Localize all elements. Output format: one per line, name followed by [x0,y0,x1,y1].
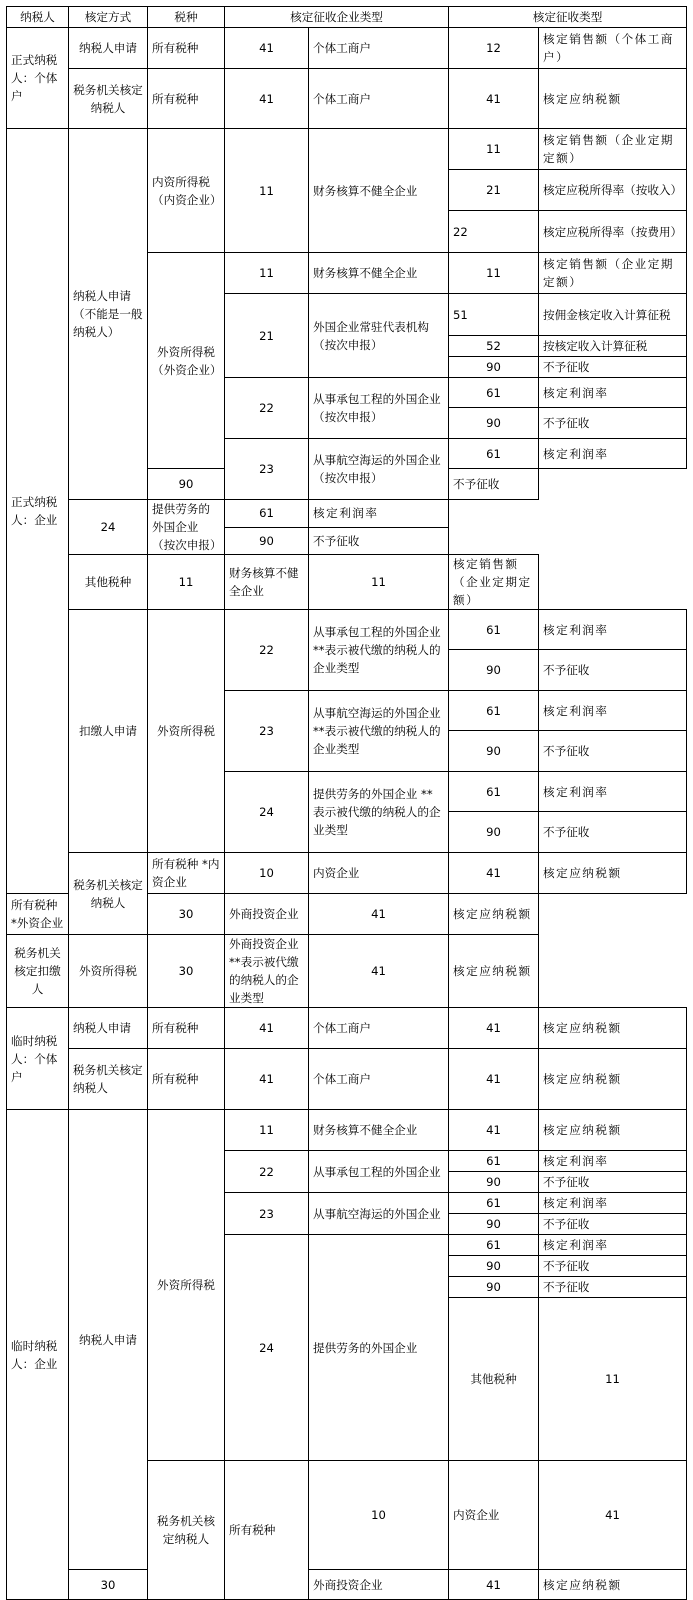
table-cell: 不予征收 [309,527,449,555]
table-cell: 核定应纳税额 [449,935,539,1008]
table-cell: 41 [225,28,309,69]
table-cell: 41 [225,69,309,129]
table-header-row [7,7,687,28]
table-cell: 税务机关核定纳税人 [148,1461,225,1600]
table-cell: 核定利润率 [539,610,687,650]
table-cell: 外资所得税 [148,610,225,853]
table-cell: 提供劳务的外国企业（按次申报） [148,500,225,555]
tax-assessment-table [6,6,687,1600]
table-cell: 90 [449,357,539,378]
table-cell: 纳税人申请 [69,28,148,69]
table-cell: 所有税种 [148,69,225,129]
table-row [7,1049,687,1110]
table-cell: 财务核算不健全企业 [309,1110,449,1151]
table-cell: 90 [449,650,539,691]
table-cell: 21 [225,294,309,378]
header-method: 核定方式 [69,7,148,28]
table-cell: 24 [225,1235,309,1461]
table-cell: 不予征收 [539,650,687,691]
table-cell: 核定销售额（个体工商户） [539,28,687,69]
table-cell: 提供劳务的外国企业 [309,1235,449,1461]
table-cell: 21 [449,170,539,211]
table-cell: 90 [449,1214,539,1235]
header-collection-type: 核定征收类型 [449,7,687,28]
table-cell: 61 [449,1193,539,1214]
table-cell: 核定应纳税额 [539,1570,687,1600]
table-cell: 所有税种 [148,1008,225,1049]
table-cell: 外商投资企业 [225,894,309,935]
table-cell: 11 [449,253,539,294]
table-cell: 所有税种 [225,1461,309,1600]
header-taxpayer: 纳税人 [7,7,69,28]
table-cell: 核定利润率 [539,439,687,469]
table-row [7,28,687,69]
table-cell: 核定应纳税额 [539,69,687,129]
table-cell: 不予征收 [539,408,687,439]
table-cell: 从事承包工程的外国企业 [309,1151,449,1193]
table-cell: 10 [309,1461,449,1570]
table-cell: 税务机关核定扣缴人 [7,935,69,1008]
table-row [7,500,687,528]
table-cell: 11 [225,253,309,294]
table-cell: 90 [449,731,539,772]
table-cell: 11 [449,129,539,170]
table-cell: 外资所得税 [148,1110,225,1461]
table-cell: 41 [225,1049,309,1110]
table-cell: 个体工商户 [309,69,449,129]
table-cell: 外资所得税（外资企业） [148,253,225,469]
table-cell: 税务机关核定纳税人 [69,853,148,935]
table-cell: 个体工商户 [309,28,449,69]
table-cell: 按核定收入计算征税 [539,336,687,357]
table-cell: 税务机关核定纳税人 [69,69,148,129]
table-cell: 90 [449,1172,539,1193]
table-cell: 临时纳税人：个体户 [7,1008,69,1110]
table-row [7,555,687,610]
table-cell: 核定利润率 [539,378,687,408]
table-cell: 61 [449,378,539,408]
table-row [7,853,687,894]
table-cell: 所有税种 [148,28,225,69]
table-cell: 外商投资企业 **表示被代缴的纳税人的企业类型 [225,935,309,1008]
table-cell: 不予征收 [539,357,687,378]
table-cell: 41 [539,1461,687,1570]
table-cell: 23 [225,1193,309,1235]
table-cell: 正式纳税人：个体户 [7,28,69,129]
table-cell: 24 [69,500,148,555]
table-row [7,129,687,170]
table-cell: 外商投资企业 [309,1570,449,1600]
table-cell: 个体工商户 [309,1049,449,1110]
table-row [7,1008,687,1049]
table-cell: 所有税种 *内资企业 [148,853,225,894]
table-row [7,1570,687,1600]
table-cell: 51 [449,294,539,336]
table-cell: 所有税种 *外资企业 [7,894,69,935]
table-cell: 从事承包工程的外国企业 **表示被代缴的纳税人的企业类型 [309,610,449,691]
table-cell: 核定利润率 [309,500,449,528]
table-cell: 不予征收 [539,731,687,772]
table-cell: 纳税人申请（不能是一般纳税人） [69,129,148,500]
table-cell: 核定应税所得率（按费用） [539,211,687,253]
table-cell: 11 [539,1298,687,1461]
table-cell: 90 [449,1256,539,1277]
table-cell: 11 [309,555,449,610]
table-cell: 核定应纳税额 [449,894,539,935]
table-cell: 内资企业 [309,853,449,894]
table-cell: 核定利润率 [539,1151,687,1172]
table-cell: 12 [449,28,539,69]
table-cell: 不予征收 [539,812,687,853]
table-cell: 41 [449,1110,539,1151]
table-cell: 11 [225,129,309,253]
table-cell: 41 [449,69,539,129]
table-cell: 按佣金核定收入计算征税 [539,294,687,336]
table-cell: 纳税人申请 [69,1110,148,1570]
table-cell: 不予征收 [449,469,539,500]
table-cell: 核定销售额（企业定期定额） [539,253,687,294]
table-cell: 22 [449,211,539,253]
table-cell: 41 [449,1049,539,1110]
table-cell: 30 [148,935,225,1008]
table-cell: 22 [225,610,309,691]
table-cell: 11 [225,1110,309,1151]
table-cell: 财务核算不健全企业 [225,555,309,610]
table-cell: 核定应纳税额 [539,853,687,894]
table-row [7,1110,687,1151]
table-cell: 提供劳务的外国企业 **表示被代缴的纳税人的企业类型 [309,772,449,853]
table-cell: 90 [449,1277,539,1298]
table-cell: 核定利润率 [539,772,687,812]
table-cell: 税务机关核定纳税人 [69,1049,148,1110]
table-cell: 个体工商户 [309,1008,449,1049]
table-cell: 52 [449,336,539,357]
table-row [7,69,687,129]
table-cell: 30 [148,894,225,935]
table-cell: 41 [449,1570,539,1600]
table-cell: 核定销售额（企业定期定额） [539,129,687,170]
table-cell: 61 [225,500,309,528]
table-cell: 23 [225,691,309,772]
table-cell: 61 [449,1151,539,1172]
table-cell: 90 [225,527,309,555]
table-cell: 财务核算不健全企业 [309,129,449,253]
table-cell: 临时纳税人：企业 [7,1110,69,1600]
table-cell: 61 [449,691,539,731]
table-cell: 正式纳税人：企业 [7,129,69,894]
table-cell: 核定应税所得率（按收入） [539,170,687,211]
table-row [7,935,687,1008]
table-cell: 核定应纳税额 [539,1008,687,1049]
table-cell: 不予征收 [539,1214,687,1235]
table-cell: 11 [148,555,225,610]
table-cell: 核定利润率 [539,1193,687,1214]
table-cell: 其他税种 [69,555,148,610]
table-cell: 30 [69,1570,148,1600]
table-cell: 财务核算不健全企业 [309,253,449,294]
table-cell: 其他税种 [449,1298,539,1461]
table-cell: 扣缴人申请 [69,610,148,853]
table-cell: 61 [449,439,539,469]
table-cell: 从事航空海运的外国企业（按次申报） [309,439,449,500]
table-cell: 41 [225,1008,309,1049]
table-row [7,610,687,650]
table-cell: 90 [449,408,539,439]
table-cell: 61 [449,772,539,812]
table-cell: 61 [449,610,539,650]
table-cell: 41 [449,1008,539,1049]
table-cell: 外国企业常驻代表机构（按次申报） [309,294,449,378]
table-cell: 核定利润率 [539,691,687,731]
table-cell: 不予征收 [539,1172,687,1193]
table-cell: 核定应纳税额 [539,1110,687,1151]
table-cell: 61 [449,1235,539,1256]
table-cell: 核定利润率 [539,1235,687,1256]
table-cell: 41 [309,935,449,1008]
table-cell: 24 [225,772,309,853]
table-cell: 内资企业 [449,1461,539,1570]
header-enterprise-type: 核定征收企业类型 [225,7,449,28]
table-cell: 22 [225,378,309,439]
table-cell: 从事航空海运的外国企业 [309,1193,449,1235]
table-cell: 不予征收 [539,1256,687,1277]
table-cell: 外资所得税 [69,935,148,1008]
table-cell: 纳税人申请 [69,1008,148,1049]
table-cell: 90 [148,469,225,500]
table-cell: 10 [225,853,309,894]
table-cell: 核定应纳税额 [539,1049,687,1110]
table-cell: 核定销售额（企业定期定额） [449,555,539,610]
table-cell: 22 [225,1151,309,1193]
table-cell: 内资所得税（内资企业） [148,129,225,253]
table-cell: 从事承包工程的外国企业（按次申报） [309,378,449,439]
header-tax-type: 税种 [148,7,225,28]
table-cell: 41 [309,894,449,935]
table-cell: 不予征收 [539,1277,687,1298]
table-cell: 从事航空海运的外国企业 **表示被代缴的纳税人的企业类型 [309,691,449,772]
table-cell: 23 [225,439,309,500]
table-cell: 41 [449,853,539,894]
table-cell: 90 [449,812,539,853]
table-cell: 所有税种 [148,1049,225,1110]
